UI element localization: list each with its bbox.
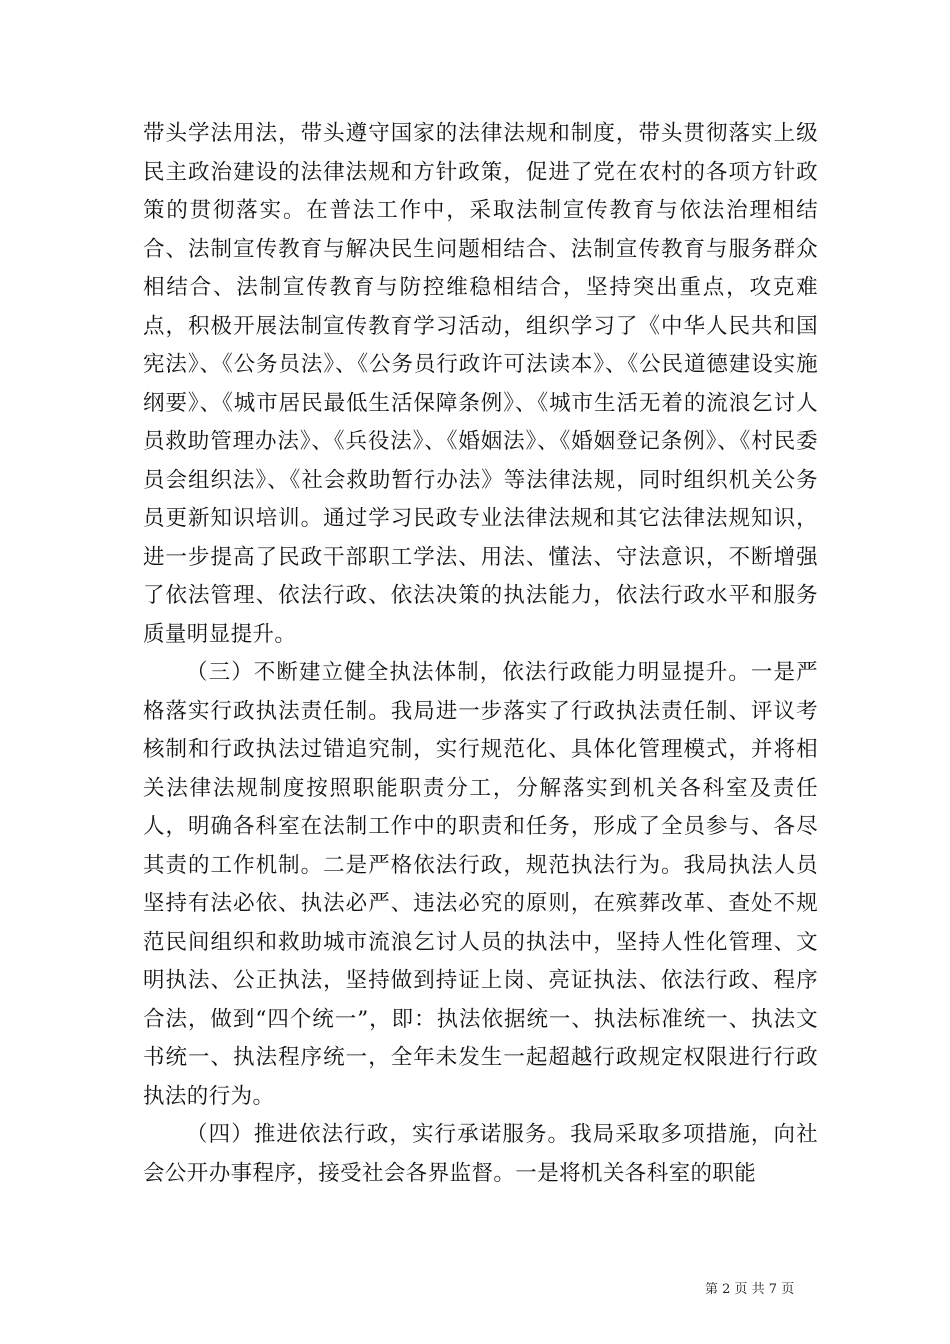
page-number-footer: 第 2 页 共 7 页 [705,1282,795,1297]
paragraph-section-four: （四）推进依法行政，实行承诺服务。我局采取多项措施，向社会公开办事程序，接受社会各界监督。一是将机关各科室的职能 [143,1122,818,1186]
paragraph-section-three: （三）不断建立健全执法体制，依法行政能力明显提升。一是严格落实行政执法责任制。我局进一步落实了行政执法责任制、评议考核制和行政执法过错追究制，实行规范化、具体化管理模式，并将相关法律法规制度按照职能职责分工，分解落实到机关各科室及责任人，明确各科室在法制工作中的职责和任务，形成了全员参与、各尽其责的工作机制。二是严格依法行政，规范执法行为。我局执法人员坚持有法必依、执法必严、违法必究的原则，在殡葬改革、查处不规范民间组织和救助城市流浪乞讨人员的执法中，坚持人性化管理、文明执法、公正执法，坚持做到持证上岗、亮证执法、依法行政、程序合法，做到“四个统一”，即：执法依据统一、执法标准统一、执法文书统一、执法程序统一，全年未发生一起超越行政规定权限进行行政执法的行为。 [143,660,818,1109]
document-body [143,115,818,1193]
paragraph-continued: 带头学法用法，带头遵守国家的法律法规和制度，带头贯彻落实上级民主政治建设的法律法规和方针政策，促进了党在农村的各项方针政策的贯彻落实。在普法工作中，采取法制宣传教育与依法治理相结合、法制宣传教育与解决民生问题相结合、法制宣传教育与服务群众相结合、法制宣传教育与防控维稳相结合，坚持突出重点，攻克难点，积极开展法制宣传教育学习活动，组织学习了《中华人民共和国宪法》、《公务员法》、《公务员行政许可法读本》、《公民道德建设实施纲要》、《城市居民最低生活保障条例》、《城市生活无着的流浪乞讨人员救助管理办法》、《兵役法》、《婚姻法》、《婚姻登记条例》、《村民委员会组织法》、《社会救助暂行办法》等法律法规，同时组织机关公务员更新知识培训。通过学习民政专业法律法规和其它法律法规知识，进一步提高了民政干部职工学法、用法、懂法、守法意识，不断增强了依法管理、依法行政、依法决策的执法能力，依法行政水平和服务质量明显提升。 [143,121,818,647]
